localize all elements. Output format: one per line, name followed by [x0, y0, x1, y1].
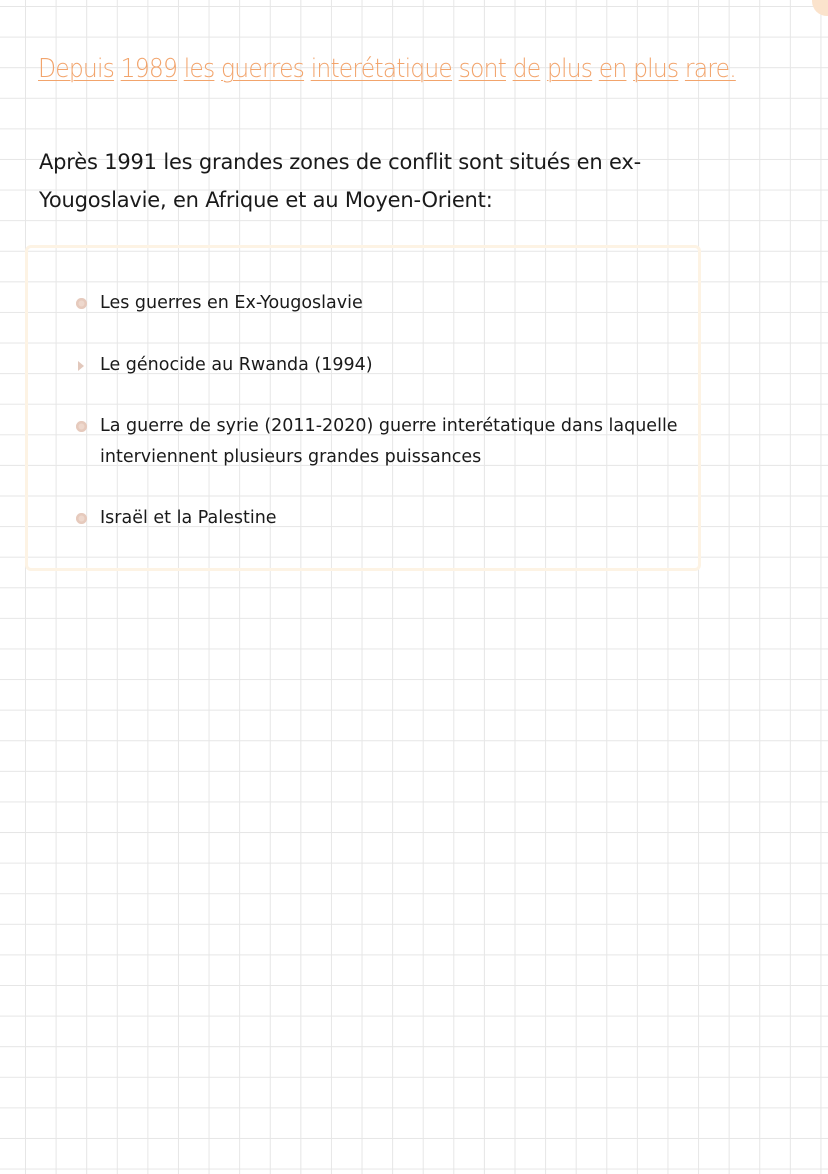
half-circle-bullet-icon	[78, 361, 84, 371]
list-item	[74, 411, 680, 473]
list-item-text: La guerre de syrie (2011-2020) guerre interétatique dans laquelle interviennent plusieurs grandes puissances	[100, 416, 678, 467]
title-word: plus	[633, 54, 679, 84]
circle-bullet-icon	[76, 298, 87, 309]
title-word: les	[183, 54, 215, 84]
page-title	[38, 54, 736, 84]
title-word: 1989	[120, 54, 178, 84]
circle-bullet-icon	[76, 421, 87, 432]
list-item-text: Le génocide au Rwanda (1994)	[100, 355, 373, 375]
list-item	[74, 503, 680, 534]
title-word: interétatique	[310, 54, 453, 84]
circle-bullet-icon	[76, 513, 87, 524]
title-word: plus	[546, 54, 593, 84]
title-word: rare.	[684, 54, 736, 84]
list-item-text: Les guerres en Ex-Yougoslavie	[100, 293, 363, 313]
list-item-text: Israël et la Palestine	[100, 508, 277, 528]
list-item	[74, 288, 680, 319]
title-word: guerres	[221, 54, 305, 84]
list-item	[74, 350, 680, 381]
title-word: en	[598, 54, 627, 84]
corner-decoration	[812, 0, 828, 16]
intro-paragraph: Après 1991 les grandes zones de conflit sont situés en ex-Yougoslavie, en Afrique et au Moyen-Orient:	[39, 150, 641, 212]
title-word: sont	[458, 54, 506, 84]
title-word: de	[512, 54, 541, 84]
title-word: Depuis	[38, 54, 115, 84]
